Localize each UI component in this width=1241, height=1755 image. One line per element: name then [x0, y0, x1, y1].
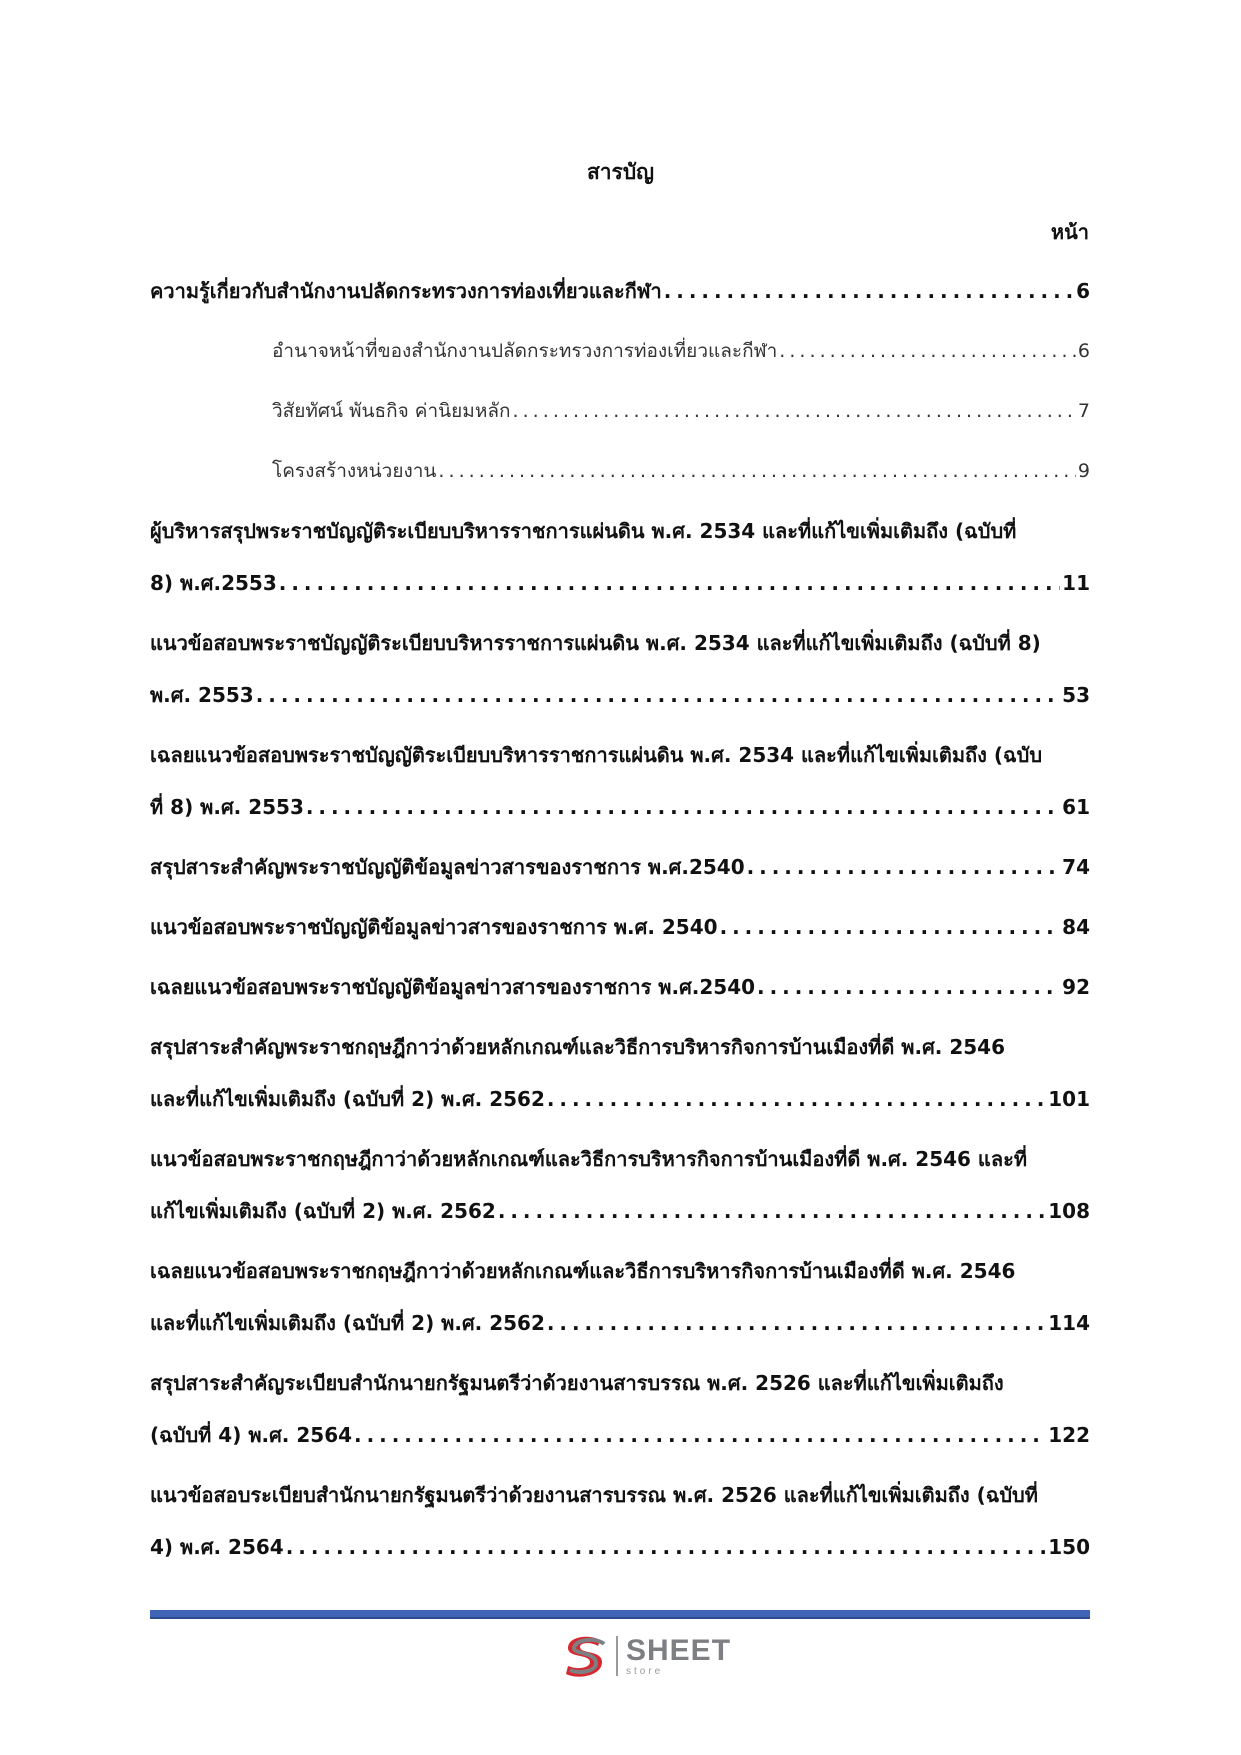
dot-leader [664, 276, 1074, 306]
toc-entry-page: 61 [1062, 795, 1090, 819]
toc-entry-page: 6 [1076, 279, 1090, 303]
dot-leader [256, 680, 1060, 710]
toc-entry-label-line2: ที่ 8) พ.ศ. 2553 [150, 795, 304, 819]
logo-divider [616, 1636, 618, 1676]
toc-entry-label-line1: ผู้บริหารสรุปพระราชบัญญัติระเบียบบริหารราชการแผ่นดิน พ.ศ. 2534 และที่แก้ไขเพิ่มเติมถึง (ฉบับที่ [150, 519, 1017, 543]
dot-leader [279, 568, 1060, 598]
toc-subentry[interactable] [150, 336, 1090, 366]
toc-entry-page: 122 [1048, 1423, 1090, 1447]
toc-entry-label: เฉลยแนวข้อสอบพระราชบัญญัติข้อมูลข่าวสารของราชการ พ.ศ.2540 [150, 975, 756, 999]
toc-entry-page: 150 [1048, 1535, 1090, 1559]
toc-entry-page: 53 [1062, 683, 1090, 707]
toc-entry-label: อำนาจหน้าที่ของสำนักงานปลัดกระทรวงการท่องเที่ยวและกีฬา [272, 340, 778, 362]
toc-entry-label-line2: พ.ศ. 2553 [150, 683, 254, 707]
table-of-contents [150, 276, 1090, 1562]
toc-entry-label-line2: 8) พ.ศ.2553 [150, 571, 277, 595]
toc-entry-label: สรุปสาระสำคัญพระราชบัญญัติข้อมูลข่าวสารของราชการ พ.ศ.2540 [150, 855, 745, 879]
toc-entry-label-line2: แก้ไขเพิ่มเติมถึง (ฉบับที่ 2) พ.ศ. 2562 [150, 1199, 496, 1223]
toc-entry-page: 74 [1062, 855, 1090, 879]
toc-entry[interactable] [150, 1144, 1090, 1226]
dot-leader [779, 336, 1076, 366]
toc-entry-label-line1: สรุปสาระสำคัญระเบียบสำนักนายกรัฐมนตรีว่าด้วยงานสารบรรณ พ.ศ. 2526 และที่แก้ไขเพิ่มเติมถึง [150, 1371, 1004, 1395]
toc-entry[interactable] [150, 1256, 1090, 1338]
toc-entry-label: ความรู้เกี่ยวกับสำนักงานปลัดกระทรวงการท่องเที่ยวและกีฬา [150, 279, 662, 303]
toc-entry-page: 114 [1048, 1311, 1090, 1335]
toc-entry[interactable] [150, 1032, 1090, 1114]
toc-entry[interactable] [150, 912, 1090, 942]
footer-rule [150, 1610, 1090, 1619]
toc-entry-label-line1: แนวข้อสอบพระราชบัญญัติระเบียบบริหารราชการแผ่นดิน พ.ศ. 2534 และที่แก้ไขเพิ่มเติมถึง (ฉบับที่ 8) [150, 631, 1041, 655]
toc-entry-page: 11 [1062, 571, 1090, 595]
dot-leader [757, 972, 1060, 1002]
dot-leader [354, 1420, 1046, 1450]
toc-entry-label-line1: เฉลยแนวข้อสอบพระราชกฤษฎีกาว่าด้วยหลักเกณฑ์และวิธีการบริหารกิจการบ้านเมืองที่ดี พ.ศ. 2546 [150, 1259, 1016, 1283]
dot-leader [547, 1308, 1046, 1338]
toc-entry[interactable] [150, 276, 1090, 306]
toc-entry-page: 108 [1048, 1199, 1090, 1223]
toc-entry-label-line2: และที่แก้ไขเพิ่มเติมถึง (ฉบับที่ 2) พ.ศ. 2562 [150, 1311, 545, 1335]
toc-entry-label-line1: สรุปสาระสำคัญพระราชกฤษฎีกาว่าด้วยหลักเกณฑ์และวิธีการบริหารกิจการบ้านเมืองที่ดี พ.ศ. 2546 [150, 1035, 1005, 1059]
dot-leader [720, 912, 1061, 942]
toc-entry-label-line2: และที่แก้ไขเพิ่มเติมถึง (ฉบับที่ 2) พ.ศ. 2562 [150, 1087, 545, 1111]
dot-leader [306, 792, 1060, 822]
toc-entry-label-line1: แนวข้อสอบพระราชกฤษฎีกาว่าด้วยหลักเกณฑ์และวิธีการบริหารกิจการบ้านเมืองที่ดี พ.ศ. 2546 และที่ [150, 1147, 1028, 1171]
toc-entry-page: 7 [1077, 400, 1090, 422]
toc-entry-page: 9 [1077, 460, 1090, 482]
dot-leader [498, 1196, 1046, 1226]
toc-entry-page: 101 [1048, 1087, 1090, 1111]
toc-entry-page: 6 [1077, 340, 1090, 362]
toc-entry[interactable] [150, 1480, 1090, 1562]
toc-entry-label: วิสัยทัศน์ พันธกิจ ค่านิยมหลัก [272, 400, 511, 422]
toc-entry-label-line1: แนวข้อสอบระเบียบสำนักนายกรัฐมนตรีว่าด้วยงานสารบรรณ พ.ศ. 2526 และที่แก้ไขเพิ่มเติมถึง (ฉบับที่ [150, 1483, 1038, 1507]
toc-entry-label-line2: 4) พ.ศ. 2564 [150, 1535, 284, 1559]
toc-subentry[interactable] [150, 456, 1090, 486]
toc-entry-label-line2: (ฉบับที่ 4) พ.ศ. 2564 [150, 1423, 353, 1447]
toc-entry-label-line1: เฉลยแนวข้อสอบพระราชบัญญัติระเบียบบริหารราชการแผ่นดิน พ.ศ. 2534 และที่แก้ไขเพิ่มเติมถึง (ฉบับ [150, 743, 1043, 767]
toc-subentry[interactable] [150, 396, 1090, 426]
logo-wordmark: SHEET [626, 1633, 732, 1667]
toc-entry[interactable] [150, 516, 1090, 598]
dot-leader [547, 1084, 1046, 1114]
logo-subtitle: store [626, 1665, 664, 1677]
toc-entry-page: 92 [1062, 975, 1090, 999]
toc-entry[interactable] [150, 972, 1090, 1002]
page-column-header: หน้า [1050, 220, 1089, 244]
page-title: สารบัญ [586, 160, 655, 184]
sheet-store-logo [560, 1632, 731, 1680]
toc-entry[interactable] [150, 740, 1090, 822]
dot-leader [438, 456, 1076, 486]
sheet-store-s-logo-icon [560, 1632, 610, 1680]
toc-entry-label: โครงสร้างหน่วยงาน [272, 460, 437, 482]
toc-entry[interactable] [150, 628, 1090, 710]
toc-entry-page: 84 [1062, 915, 1090, 939]
dot-leader [286, 1532, 1047, 1562]
toc-entry-label: แนวข้อสอบพระราชบัญญัติข้อมูลข่าวสารของราชการ พ.ศ. 2540 [150, 915, 718, 939]
toc-entry[interactable] [150, 1368, 1090, 1450]
toc-entry[interactable] [150, 852, 1090, 882]
dot-leader [747, 852, 1061, 882]
dot-leader [513, 396, 1076, 426]
